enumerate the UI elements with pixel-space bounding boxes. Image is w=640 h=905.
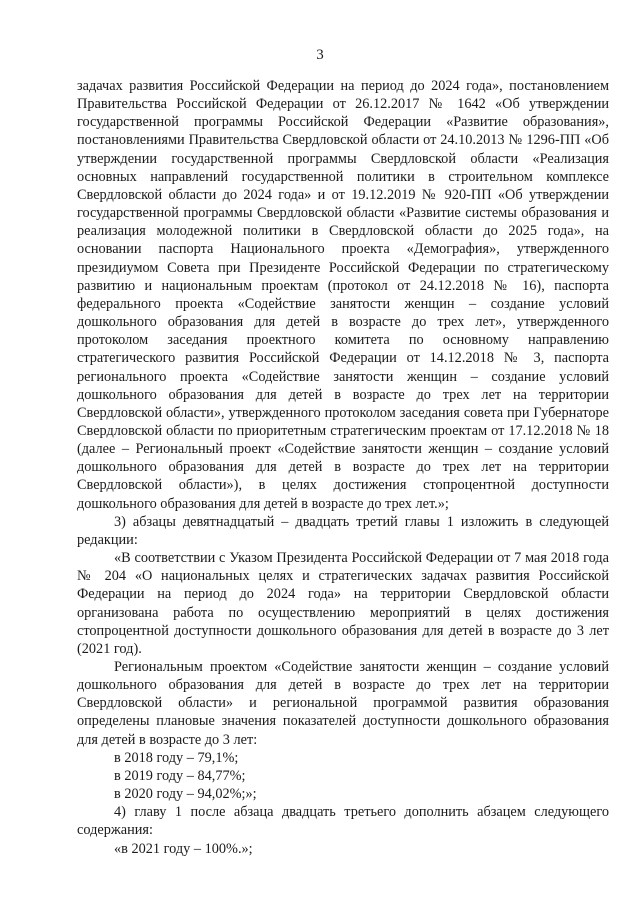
paragraph-item-4: 4) главу 1 после абзаца двадцать третьего дополнить абзацем следующего содержания: bbox=[77, 804, 609, 839]
list-item-2020: в 2020 году – 94,02%;»; bbox=[114, 786, 257, 803]
list-item-2019: в 2019 году – 84,77%; bbox=[114, 767, 246, 784]
paragraph-item-3: 3) абзацы девятнадцатый – двадцать третий главы 1 изложить в следующей редакции: bbox=[77, 513, 609, 548]
list-item-2021: «в 2021 году – 100%.»; bbox=[114, 840, 253, 857]
paragraph-regional-project: Региональным проектом «Содействие занятости женщин – создание условий дошкольного образования для детей в возрасте до трех лет на территории Свердловской области» и региональной программой развития образования определены плановые значения показателей доступности дошкольного образования для детей в возрасте до 3 лет: bbox=[77, 659, 609, 748]
paragraph-quote-decree: «В соответствии с Указом Президента Российской Федерации от 7 мая 2018 года № 204 «О национальных целях и стратегических задачах развития Российской Федерации на период до 2024 года» на территории Свердловской области организована работа по осуществлению мероприятий в целях достижения стопроцентной доступности дошкольного образования для детей в возрасте до 3 лет (2021 год). bbox=[77, 550, 609, 657]
paragraph-legal-basis: задачах развития Российской Федерации на период до 2024 года», постановлением Правительства Российской Федерации от 26.12.2017 № 1642 «Об утверждении государственной программы Российской Федерации «Развитие образования», постановлениями Правительства Свердловской области от 24.10.2013 № 1296-ПП «Об утверждении государственной программы Свердловской области «Реализация основных направлений государственной политики в строительном комплексе Свердловской области до 2024 года» и от 19.12.2019 № 920-ПП «Об утверждении государственной программы Свердловской области «Развитие системы образования и реализация молодежной политики в Свердловской области до 2025 года», на основании паспорта Национального проекта «Демография», утвержденного президиумом Совета при Президенте Российской Федерации по стратегическому развитию и национальным проектам (протокол от 24.12.2018 № 16), паспорта федерального проекта «Содействие занятости женщин – создание условий дошкольного образования для детей в возрасте до трех лет», утвержденного протоколом заседания проектного комитета по основному направлению стратегического развития Российской Федерации от 14.12.2018 № 3, паспорта регионального проекта «Содействие занятости женщин – создание условий дошкольного образования для детей в возрасте до трех лет на территории Свердловской области», утвержденного протоколом заседания совета при Губернаторе Свердловской области по приоритетным стратегическим проектам от 17.12.2018 № 18 (далее – Региональный проект «Содействие занятости женщин – создание условий дошкольного образования для детей в возрасте до трех лет на территории Свердловской области»), в целях достижения стопроцентной доступности дошкольного образования для детей в возрасте до трех лет.»; bbox=[77, 78, 609, 512]
page-number: 3 bbox=[316, 47, 324, 63]
list-item-2018: в 2018 году – 79,1%; bbox=[114, 749, 239, 766]
document-body bbox=[77, 77, 609, 858]
